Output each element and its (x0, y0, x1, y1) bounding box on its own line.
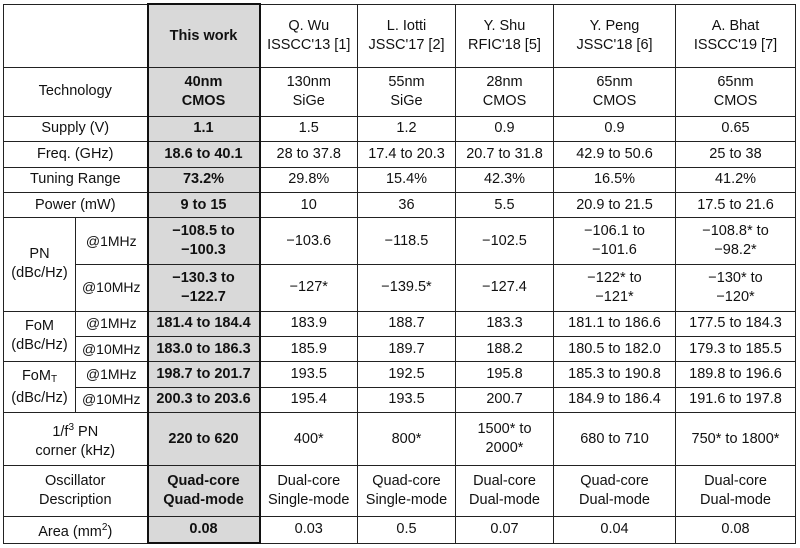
sub-label: @10MHz (76, 264, 148, 311)
cell: 192.5 (358, 362, 456, 387)
cell: 1.2 (358, 116, 456, 141)
cell: 0.9 (456, 116, 554, 141)
fom-label: FoM (dBc/Hz) (4, 311, 76, 362)
ref-header: Y. Peng JSSC'18 [6] (554, 4, 676, 68)
cell: 193.5 (260, 362, 358, 387)
sub-label: @10MHz (76, 387, 148, 412)
sub-label: @1MHz (76, 311, 148, 336)
pn-1mhz-row (4, 218, 796, 265)
cell: 73.2% (148, 167, 260, 192)
cell: 20.7 to 31.8 (456, 142, 554, 167)
cell: Quad-core Dual-mode (554, 466, 676, 517)
cell: −118.5 (358, 218, 456, 265)
cell: 195.8 (456, 362, 554, 387)
row-label: $1/f^3$ PN corner (kHz) (4, 413, 148, 466)
cell: 36 (358, 192, 456, 217)
row-label: Tuning Range (4, 167, 148, 192)
cell: 28 to 37.8 (260, 142, 358, 167)
cell: Dual-core Dual-mode (676, 466, 796, 517)
fomt-10mhz-row (4, 387, 796, 412)
cell: 65nm CMOS (676, 68, 796, 117)
row-label: Supply (V) (4, 116, 148, 141)
sub-label: @1MHz (76, 362, 148, 387)
cell: 10 (260, 192, 358, 217)
pn-label: PN (dBc/Hz) (4, 218, 76, 311)
fom-1mhz-row (4, 311, 796, 336)
ref-header: A. Bhat ISSCC'19 [7] (676, 4, 796, 68)
cell: 41.2% (676, 167, 796, 192)
corner-cell (4, 4, 148, 68)
cell: 200.7 (456, 387, 554, 412)
ref-header: L. Iotti JSSC'17 [2] (358, 4, 456, 68)
cell: 193.5 (358, 387, 456, 412)
row-label: Technology (4, 68, 148, 117)
cell: −108.8* to −98.2* (676, 218, 796, 265)
cell: 1500* to 2000* (456, 413, 554, 466)
cell: 0.07 (456, 516, 554, 543)
cell: 183.0 to 186.3 (148, 336, 260, 361)
cell: 400* (260, 413, 358, 466)
ref-header: Y. Shu RFIC'18 [5] (456, 4, 554, 68)
cell: Quad-core Single-mode (358, 466, 456, 517)
cell: 177.5 to 184.3 (676, 311, 796, 336)
cell: 55nm SiGe (358, 68, 456, 117)
cell: 42.3% (456, 167, 554, 192)
corner-row (4, 413, 796, 466)
cell: Dual-core Single-mode (260, 466, 358, 517)
row-label: Power (mW) (4, 192, 148, 217)
fom-10mhz-row (4, 336, 796, 361)
cell: 1.1 (148, 116, 260, 141)
cell: 15.4% (358, 167, 456, 192)
fomt-label: FoM$_T$ (dBc/Hz) (4, 362, 76, 413)
cell: 0.08 (148, 516, 260, 543)
sub-label: @10MHz (76, 336, 148, 361)
cell: 181.1 to 186.6 (554, 311, 676, 336)
this-work-header: This work (148, 4, 260, 68)
cell: 0.9 (554, 116, 676, 141)
row-label: Freq. (GHz) (4, 142, 148, 167)
oscillator-row (4, 466, 796, 517)
cell: 18.6 to 40.1 (148, 142, 260, 167)
cell: 29.8% (260, 167, 358, 192)
fomt-1mhz-row (4, 362, 796, 387)
cell: 1.5 (260, 116, 358, 141)
cell: 191.6 to 197.8 (676, 387, 796, 412)
cell: −102.5 (456, 218, 554, 265)
tuning-row (4, 167, 796, 192)
cell: 181.4 to 184.4 (148, 311, 260, 336)
power-row (4, 192, 796, 217)
cell: 16.5% (554, 167, 676, 192)
cell: 680 to 710 (554, 413, 676, 466)
cell: 5.5 (456, 192, 554, 217)
cell: −139.5* (358, 264, 456, 311)
cell: 65nm CMOS (554, 68, 676, 117)
technology-row (4, 68, 796, 117)
cell: −130.3 to −122.7 (148, 264, 260, 311)
freq-row (4, 142, 796, 167)
cell: 0.04 (554, 516, 676, 543)
cell: 183.3 (456, 311, 554, 336)
cell: 17.4 to 20.3 (358, 142, 456, 167)
comparison-table (3, 3, 796, 544)
cell: 220 to 620 (148, 413, 260, 466)
cell: −108.5 to −100.3 (148, 218, 260, 265)
cell: 198.7 to 201.7 (148, 362, 260, 387)
cell: −130* to −120* (676, 264, 796, 311)
cell: 20.9 to 21.5 (554, 192, 676, 217)
cell: 25 to 38 (676, 142, 796, 167)
cell: 189.8 to 196.6 (676, 362, 796, 387)
cell: −103.6 (260, 218, 358, 265)
cell: 800* (358, 413, 456, 466)
cell: 200.3 to 203.6 (148, 387, 260, 412)
cell: −127.4 (456, 264, 554, 311)
cell: 9 to 15 (148, 192, 260, 217)
cell: 0.08 (676, 516, 796, 543)
cell: 17.5 to 21.6 (676, 192, 796, 217)
cell: 185.9 (260, 336, 358, 361)
pn-10mhz-row (4, 264, 796, 311)
cell: −122* to −121* (554, 264, 676, 311)
row-label: Area $(mm^2)$ (4, 516, 148, 543)
supply-row (4, 116, 796, 141)
cell: 188.7 (358, 311, 456, 336)
cell: 189.7 (358, 336, 456, 361)
cell: Dual-core Dual-mode (456, 466, 554, 517)
cell: 0.65 (676, 116, 796, 141)
cell: 184.9 to 186.4 (554, 387, 676, 412)
sub-label: @1MHz (76, 218, 148, 265)
cell: 0.03 (260, 516, 358, 543)
cell: 179.3 to 185.5 (676, 336, 796, 361)
cell: −127* (260, 264, 358, 311)
cell: 180.5 to 182.0 (554, 336, 676, 361)
area-row (4, 516, 796, 543)
cell: 0.5 (358, 516, 456, 543)
header-row (4, 4, 796, 68)
row-label: Oscillator Description (4, 466, 148, 517)
cell: 188.2 (456, 336, 554, 361)
cell: Quad-core Quad-mode (148, 466, 260, 517)
ref-header: Q. Wu ISSCC'13 [1] (260, 4, 358, 68)
cell: 40nm CMOS (148, 68, 260, 117)
cell: 130nm SiGe (260, 68, 358, 117)
cell: 195.4 (260, 387, 358, 412)
cell: 185.3 to 190.8 (554, 362, 676, 387)
cell: 183.9 (260, 311, 358, 336)
cell: −106.1 to −101.6 (554, 218, 676, 265)
cell: 42.9 to 50.6 (554, 142, 676, 167)
cell: 28nm CMOS (456, 68, 554, 117)
cell: 750* to 1800* (676, 413, 796, 466)
